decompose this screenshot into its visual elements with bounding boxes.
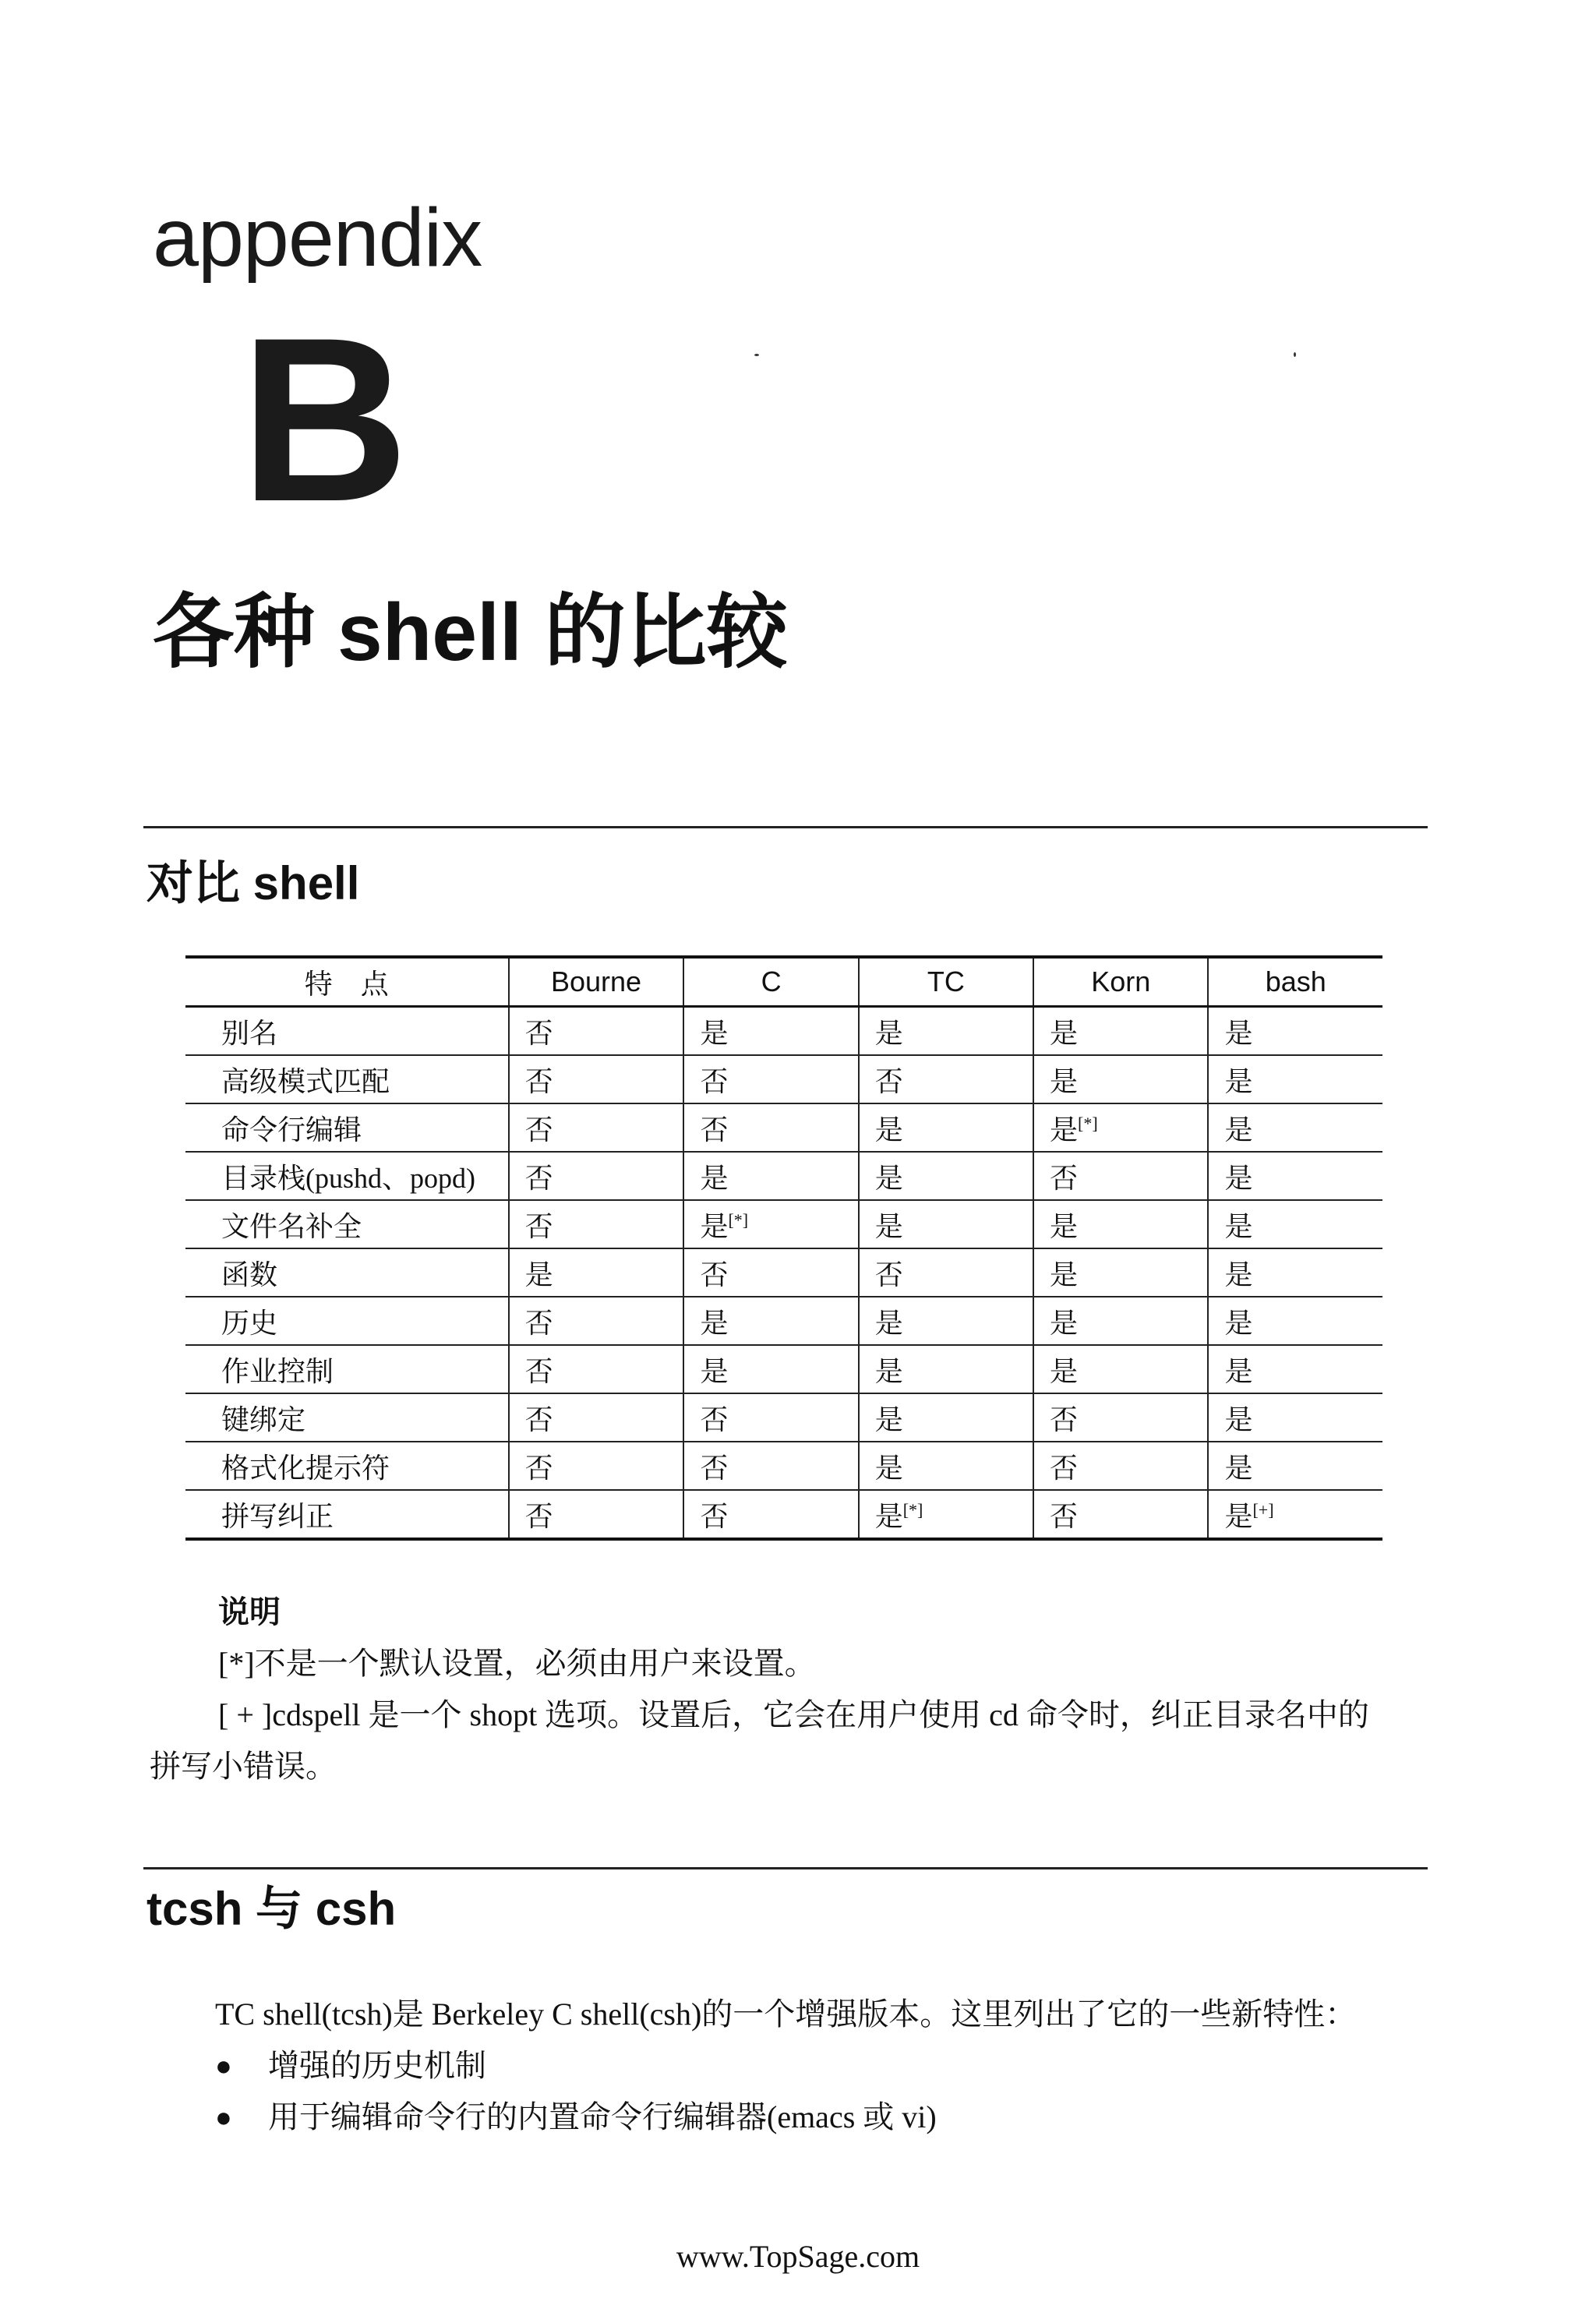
korn-cell xyxy=(1033,1103,1208,1152)
korn-cell: 否 xyxy=(1033,1152,1208,1200)
bourne-cell: 否 xyxy=(509,1442,684,1490)
tc-cell: 是 xyxy=(859,1345,1033,1393)
tc-cell: 是 xyxy=(859,1007,1033,1056)
c-cell: 否 xyxy=(683,1103,858,1152)
tc-cell: 是 xyxy=(859,1200,1033,1248)
cell-value: 是 xyxy=(700,1210,729,1242)
column-header: 特 点 xyxy=(185,957,509,1007)
section-title-tcsh: tcsh 与 csh xyxy=(147,1883,397,1935)
bash-cell: 是 xyxy=(1208,1442,1382,1490)
feature-cell: 键绑定 xyxy=(185,1393,509,1442)
c-cell: 是 xyxy=(683,1152,858,1200)
footnote-mark: [*] xyxy=(1078,1113,1098,1133)
appendix-label: appendix xyxy=(153,192,482,284)
bourne-cell: 否 xyxy=(509,1345,684,1393)
tc-cell: 否 xyxy=(859,1248,1033,1297)
tc-cell: 是 xyxy=(859,1152,1033,1200)
bourne-cell: 否 xyxy=(509,1490,684,1539)
c-cell: 否 xyxy=(683,1248,858,1297)
scan-speck xyxy=(754,354,759,356)
c-cell: 否 xyxy=(683,1490,858,1539)
footer-url: www.TopSage.com xyxy=(676,2239,920,2274)
tc-cell: 是 xyxy=(859,1393,1033,1442)
feature-cell: 别名 xyxy=(185,1007,509,1056)
note-default-setting: [*]不是一个默认设置，必须由用户来设置。 xyxy=(218,1646,816,1681)
c-cell: 否 xyxy=(683,1393,858,1442)
bourne-cell: 否 xyxy=(509,1152,684,1200)
feature-cell: 历史 xyxy=(185,1297,509,1345)
shell-comparison-table xyxy=(185,955,1382,1541)
c-cell: 是 xyxy=(683,1345,858,1393)
c-cell: 是 xyxy=(683,1297,858,1345)
korn-cell: 否 xyxy=(1033,1442,1208,1490)
tc-cell: 否 xyxy=(859,1055,1033,1103)
appendix-letter: B xyxy=(240,288,409,550)
table-row xyxy=(185,1248,1382,1297)
tc-cell: 是 xyxy=(859,1297,1033,1345)
bash-cell: 是 xyxy=(1208,1248,1382,1297)
c-cell xyxy=(683,1200,858,1248)
list-item-text: 用于编辑命令行的内置命令行编辑器(emacs 或 vi) xyxy=(268,2099,937,2134)
table-row xyxy=(185,1103,1382,1152)
table-notes xyxy=(150,1587,1434,1792)
bash-cell: 是 xyxy=(1208,1055,1382,1103)
note-cdspell: [ + ]cdspell 是一个 shopt 选项。设置后，它会在用户使用 cd 命令时，纠正目录名中的 xyxy=(218,1697,1369,1732)
column-header: TC xyxy=(859,957,1033,1007)
korn-cell: 是 xyxy=(1033,1248,1208,1297)
table-row xyxy=(185,1490,1382,1539)
list-item-text: 增强的历史机制 xyxy=(268,2048,486,2083)
table-row xyxy=(185,1442,1382,1490)
korn-cell: 是 xyxy=(1033,1007,1208,1056)
notes-heading: 说明 xyxy=(218,1595,281,1629)
bash-cell: 是 xyxy=(1208,1345,1382,1393)
table-row xyxy=(185,1297,1382,1345)
feature-cell: 目录栈(pushd、popd) xyxy=(185,1152,509,1200)
bash-cell: 是 xyxy=(1208,1152,1382,1200)
cell-value: 是 xyxy=(1049,1114,1078,1146)
bourne-cell: 否 xyxy=(509,1393,684,1442)
bash-cell: 是 xyxy=(1208,1103,1382,1152)
korn-cell: 是 xyxy=(1033,1200,1208,1248)
list-item xyxy=(215,2092,937,2143)
table-row xyxy=(185,1393,1382,1442)
bourne-cell: 否 xyxy=(509,1103,684,1152)
column-header: Korn xyxy=(1033,957,1208,1007)
bash-cell: 是 xyxy=(1208,1007,1382,1056)
note-cdspell-continued: 拼写小错误。 xyxy=(150,1749,337,1784)
table-row xyxy=(185,1152,1382,1200)
bourne-cell: 否 xyxy=(509,1055,684,1103)
tcsh-intro-paragraph: TC shell(tcsh)是 Berkeley C shell(csh)的一个增强版本。这里列出了它的一些新特性： xyxy=(215,1996,1357,2032)
feature-cell: 文件名补全 xyxy=(185,1200,509,1248)
cell-value: 是 xyxy=(1224,1500,1253,1532)
korn-cell: 是 xyxy=(1033,1055,1208,1103)
bullet-icon: ● xyxy=(215,2050,232,2081)
tcsh-feature-list xyxy=(215,2040,937,2143)
footnote-mark: [*] xyxy=(728,1209,749,1230)
bourne-cell: 否 xyxy=(509,1297,684,1345)
bash-cell: 是 xyxy=(1208,1297,1382,1345)
tc-cell xyxy=(859,1490,1033,1539)
feature-cell: 拼写纠正 xyxy=(185,1490,509,1539)
feature-cell: 作业控制 xyxy=(185,1345,509,1393)
bash-cell xyxy=(1208,1490,1382,1539)
tc-cell: 是 xyxy=(859,1103,1033,1152)
column-header: Bourne xyxy=(509,957,684,1007)
section-divider xyxy=(143,826,1428,828)
c-cell: 是 xyxy=(683,1007,858,1056)
section-divider xyxy=(143,1867,1428,1869)
bash-cell: 是 xyxy=(1208,1393,1382,1442)
table-row xyxy=(185,1055,1382,1103)
table-row xyxy=(185,1200,1382,1248)
table-row xyxy=(185,1007,1382,1056)
list-item xyxy=(215,2040,937,2092)
bourne-cell: 否 xyxy=(509,1200,684,1248)
cell-value: 是 xyxy=(874,1500,903,1532)
column-header: bash xyxy=(1208,957,1382,1007)
korn-cell: 否 xyxy=(1033,1393,1208,1442)
bourne-cell: 是 xyxy=(509,1248,684,1297)
chapter-title: 各种 shell 的比较 xyxy=(153,588,788,678)
c-cell: 否 xyxy=(683,1055,858,1103)
table-header-row xyxy=(185,957,1382,1007)
footnote-mark: [+] xyxy=(1252,1499,1274,1520)
feature-cell: 格式化提示符 xyxy=(185,1442,509,1490)
table-row xyxy=(185,1345,1382,1393)
bourne-cell: 否 xyxy=(509,1007,684,1056)
bash-cell: 是 xyxy=(1208,1200,1382,1248)
korn-cell: 是 xyxy=(1033,1297,1208,1345)
korn-cell: 否 xyxy=(1033,1490,1208,1539)
feature-cell: 高级模式匹配 xyxy=(185,1055,509,1103)
tc-cell: 是 xyxy=(859,1442,1033,1490)
bullet-icon: ● xyxy=(215,2102,232,2133)
scan-speck xyxy=(1294,352,1296,357)
footnote-mark: [*] xyxy=(902,1499,923,1520)
c-cell: 否 xyxy=(683,1442,858,1490)
korn-cell: 是 xyxy=(1033,1345,1208,1393)
feature-cell: 命令行编辑 xyxy=(185,1103,509,1152)
column-header: C xyxy=(683,957,858,1007)
section-title-compare: 对比 shell xyxy=(147,857,360,909)
feature-cell: 函数 xyxy=(185,1248,509,1297)
